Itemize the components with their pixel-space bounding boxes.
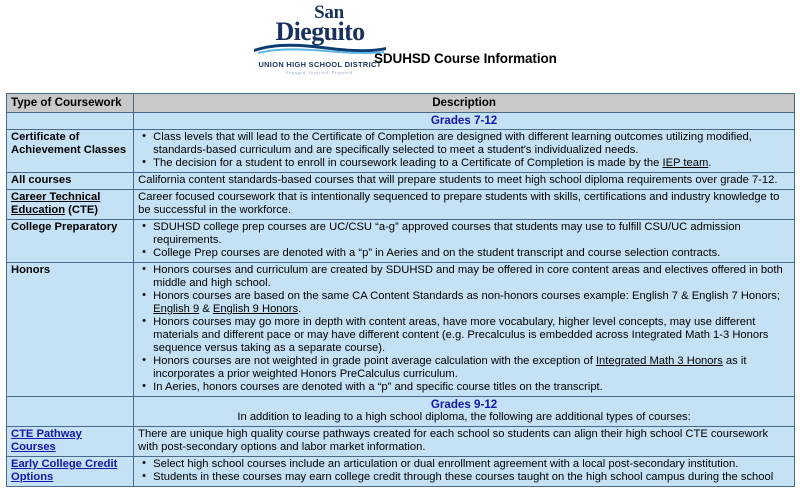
banner-spacer-cell: [7, 113, 134, 130]
page-header: [0, 0, 800, 88]
list-item: • Students in these courses may earn college credit through these courses taught on the high school campus during the school: [153, 471, 790, 484]
row-label-certificate-of-achievement: Certificate of Achievement Classes: [7, 130, 134, 173]
row-label-early-college-credit-options: [7, 457, 134, 487]
list-item: [153, 355, 790, 381]
table-row-honors: [7, 263, 795, 397]
banner-spacer-cell-2: [7, 397, 134, 427]
grades-7-12-title: Grades 7-12: [430, 114, 498, 127]
table-row-college-preparatory: [7, 220, 795, 263]
bullet-text-pre: The decision for a student to enroll in coursework leading to a Certificate of Completion is made by the: [153, 157, 663, 169]
bullet-list: [138, 221, 790, 260]
iep-team-link[interactable]: IEP team: [662, 157, 709, 169]
integrated-math-3-honors-link[interactable]: Integrated Math 3 Honors: [595, 355, 723, 367]
row-description-college-preparatory: [134, 220, 795, 263]
page-title: SDUHSD Course Information: [374, 51, 557, 66]
logo-text-san: San: [314, 2, 344, 23]
list-item: • SDUHSD college prep courses are UC/CSU “a-g” approved courses that students may use to fulfill CSU/UC admission requirements.: [153, 221, 790, 247]
table-row-all-courses: [7, 173, 795, 190]
list-item: • College Prep courses are denoted with a “p” in Aeries and on the student transcript and course selection contracts.: [153, 247, 790, 260]
table-row-career-technical-education: [7, 190, 795, 220]
paragraph: California content standards-based courses that will prepare students to meet high school diploma requirements over grade 7-12.: [138, 174, 778, 186]
row-label-career-technical-education: [7, 190, 134, 220]
list-item: [153, 290, 790, 316]
english-9-link[interactable]: English 9: [153, 303, 200, 315]
row-label-honors: Honors: [7, 263, 134, 397]
paragraph: There are unique high quality course pathways created for each school so students can align their high school CTE coursework with post-secondary options and labor market information.: [138, 428, 769, 453]
row-label-all-courses: All courses: [7, 173, 134, 190]
logo-tagline: Engaged. Inspired. Prepared.: [285, 70, 355, 75]
bullet-text-post: as it incorporates a prior weighted Honors PreCalculus curriculum.: [153, 355, 747, 380]
grades-9-12-banner-row: [7, 397, 795, 427]
row-description-cte-pathway-courses: [134, 427, 795, 457]
early-college-credit-options-link[interactable]: Early College Credit Options: [11, 458, 118, 483]
logo-text-dieguito: Dieguito: [275, 17, 365, 46]
grades-7-12-banner-cell: [134, 113, 795, 130]
list-item: • Honors courses may go more in depth with content areas, have more vocabulary, higher level concepts, may use different materials and different pace or may have different content (e.g. Precalculus is embedded across Integrated Math 1-3 Honors sequence versus taking as a separate course).: [153, 316, 790, 355]
table-row-certificate-of-achievement: [7, 130, 795, 173]
list-item: [153, 157, 790, 170]
grades-9-12-title: Grades 9-12: [430, 398, 498, 411]
table-row-early-college-credit-options: [7, 457, 795, 487]
list-item: • Select high school courses include an articulation or dual enrollment agreement with a local post-secondary institution.: [153, 458, 790, 471]
row-description-career-technical-education: [134, 190, 795, 220]
row-description-honors: [134, 263, 795, 397]
grades-9-12-subtitle: In addition to leading to a high school diploma, the following are additional types of courses:: [237, 411, 691, 423]
logo-district-name: UNION HIGH SCHOOL DISTRICT: [258, 60, 382, 69]
row-description-all-courses: [134, 173, 795, 190]
bullet-text-pre: Honors courses are based on the same CA Content Standards as non-honors courses example: English 7 & English 7 Honors;: [153, 290, 781, 302]
bullet-text-post: .: [298, 303, 302, 315]
list-item: • Class levels that will lead to the Certificate of Completion are designed with different learning outcomes utilizing modified, standards-based curriculum and are specifically selected to meet a student's individualized needs.: [153, 131, 790, 157]
paragraph: Career focused coursework that is intentionally sequenced to prepare students with skills, certifications and industry knowledge to be successful in the workforce.: [138, 191, 780, 216]
career-technical-education-link[interactable]: Career Technical Education: [11, 191, 101, 216]
row-description-early-college-credit-options: [134, 457, 795, 487]
bullet-list: [138, 131, 790, 170]
column-header-description: Description: [134, 94, 795, 113]
table-row-cte-pathway-courses: [7, 427, 795, 457]
row-label-college-preparatory: College Preparatory: [7, 220, 134, 263]
sduhsd-logo: [252, 2, 388, 75]
logo-wave-icon: [252, 42, 388, 55]
list-item: • Honors courses and curriculum are created by SDUHSD and may be offered in core content areas and electives offered in both middle and high school.: [153, 264, 790, 290]
grades-7-12-banner-row: [7, 113, 795, 130]
cte-pathway-courses-link[interactable]: CTE Pathway Courses: [11, 428, 82, 453]
course-information-table: [6, 93, 795, 487]
bullet-text-pre: Honors courses are not weighted in grade point average calculation with the exception of: [153, 355, 596, 367]
row-label-suffix: (CTE): [65, 204, 99, 216]
list-item: • In Aeries, honors courses are denoted with a “p” and specific course titles on the transcript.: [153, 381, 790, 394]
row-label-cte-pathway-courses: [7, 427, 134, 457]
row-description-certificate-of-achievement: [134, 130, 795, 173]
bullet-text-post: .: [708, 157, 712, 169]
bullet-list: [138, 458, 790, 484]
table-header-row: [7, 94, 795, 113]
bullet-text-mid: &: [199, 303, 213, 315]
grades-9-12-banner-cell: [134, 397, 795, 427]
english-9-honors-link[interactable]: English 9 Honors: [212, 303, 299, 315]
column-header-type: Type of Coursework: [7, 94, 134, 113]
bullet-list: [138, 264, 790, 394]
